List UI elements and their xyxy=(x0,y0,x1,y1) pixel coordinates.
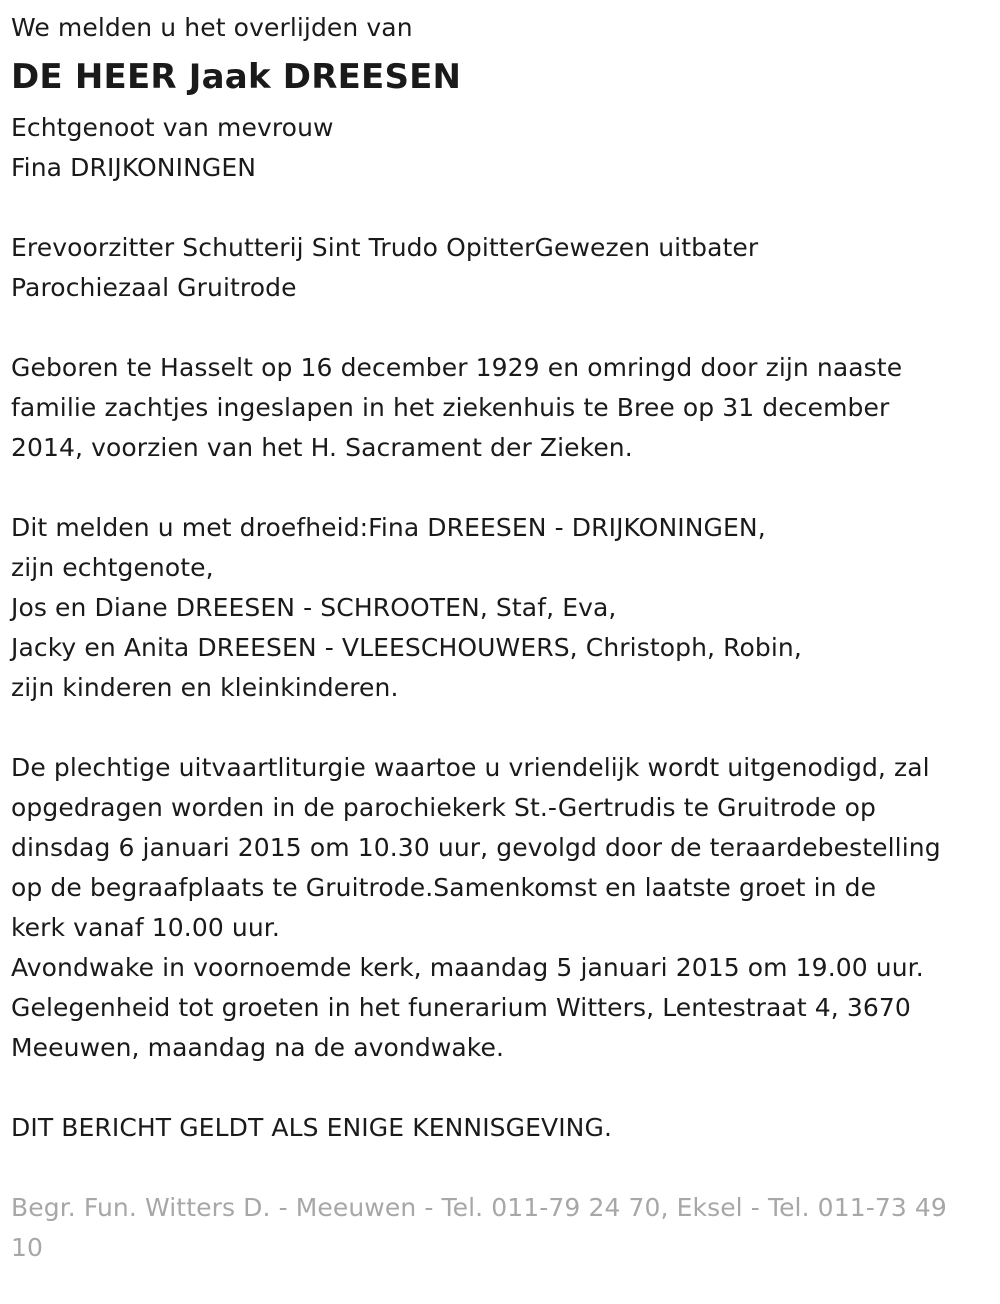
funeral-line: dinsdag 6 januari 2015 om 10.30 uur, gevolgd door de teraardebestelling xyxy=(11,833,941,862)
deceased-name: DE HEER Jaak DREESEN xyxy=(11,57,462,97)
family-line: Jos en Diane DREESEN - SCHROOTEN, Staf, Eva, xyxy=(11,593,617,622)
paragraph-gap xyxy=(11,1068,988,1108)
paragraph-gap xyxy=(11,308,988,348)
birth-death-line: Geboren te Hasselt op 16 december 1929 en omringd door zijn naaste xyxy=(11,353,903,382)
family-line: Dit melden u met droefheid:Fina DREESEN - DRIJKONINGEN, xyxy=(11,513,766,542)
spouse-line: Echtgenoot van mevrouw xyxy=(11,113,334,142)
birth-death-block xyxy=(11,348,988,468)
family-line: zijn echtgenote, xyxy=(11,553,214,582)
titles-line: Parochiezaal Gruitrode xyxy=(11,273,297,302)
birth-death-line: familie zachtjes ingeslapen in het ziekenhuis te Bree op 31 december xyxy=(11,393,890,422)
birth-death-line: 2014, voorzien van het H. Sacrament der Zieken. xyxy=(11,433,633,462)
intro-text: We melden u het overlijden van xyxy=(11,13,413,42)
paragraph-gap xyxy=(11,188,988,228)
spouse-line: Fina DRIJKONINGEN xyxy=(11,153,257,182)
notice-text: DIT BERICHT GELDT ALS ENIGE KENNISGEVING. xyxy=(11,1113,612,1142)
funeral-line: op de begraafplaats te Gruitrode.Samenkomst en laatste groet in de xyxy=(11,873,877,902)
paragraph-gap xyxy=(11,1148,988,1188)
funeral-line: Meeuwen, maandag na de avondwake. xyxy=(11,1033,504,1062)
footer-line: Begr. Fun. Witters D. - Meeuwen - Tel. 011-79 24 70, Eksel - Tel. 011-73 49 xyxy=(11,1193,947,1222)
paragraph-gap xyxy=(11,708,988,748)
titles-block xyxy=(11,228,988,308)
funeral-line: opgedragen worden in de parochiekerk St.-Gertrudis te Gruitrode op xyxy=(11,793,876,822)
spouse-block xyxy=(11,108,988,188)
funeral-line: De plechtige uitvaartliturgie waartoe u vriendelijk wordt uitgenodigd, zal xyxy=(11,753,930,782)
family-line: zijn kinderen en kleinkinderen. xyxy=(11,673,399,702)
footer-line: 10 xyxy=(11,1233,44,1262)
funeral-home-footer xyxy=(11,1188,988,1268)
funeral-line: Avondwake in voornoemde kerk, maandag 5 januari 2015 om 19.00 uur. xyxy=(11,953,924,982)
family-block xyxy=(11,508,988,708)
titles-line: Erevoorzitter Schutterij Sint Trudo OpitterGewezen uitbater xyxy=(11,233,759,262)
funeral-block xyxy=(11,748,988,1068)
funeral-line: kerk vanaf 10.00 uur. xyxy=(11,913,280,942)
family-line: Jacky en Anita DREESEN - VLEESCHOUWERS, Christoph, Robin, xyxy=(11,633,802,662)
funeral-line: Gelegenheid tot groeten in het funerarium Witters, Lentestraat 4, 3670 xyxy=(11,993,911,1022)
paragraph-gap xyxy=(11,468,988,508)
